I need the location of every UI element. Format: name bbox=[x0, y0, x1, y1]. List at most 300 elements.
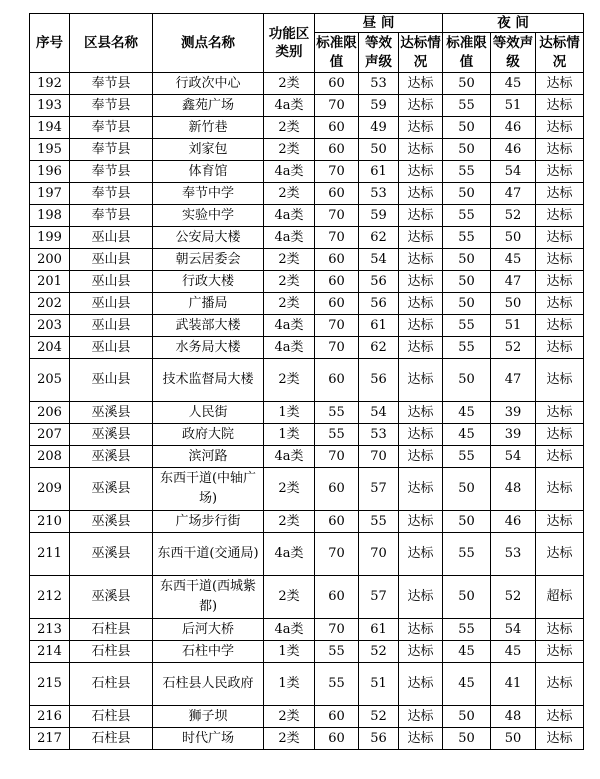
cell-day-standard-limit: 70 bbox=[315, 315, 359, 337]
cell-district: 巫溪县 bbox=[70, 533, 153, 576]
cell-night-equiv-level: 46 bbox=[491, 511, 536, 533]
table-row bbox=[30, 619, 584, 641]
cell-seq: 200 bbox=[30, 249, 70, 271]
table-row bbox=[30, 359, 584, 402]
header-seq: 序号 bbox=[30, 14, 70, 73]
cell-seq: 216 bbox=[30, 706, 70, 728]
cell-night-standard-limit: 45 bbox=[443, 663, 491, 706]
cell-day-standard-limit: 55 bbox=[315, 663, 359, 706]
cell-day-equiv-level: 61 bbox=[359, 619, 399, 641]
cell-night-compliance: 达标 bbox=[536, 227, 584, 249]
table-header bbox=[30, 14, 584, 73]
cell-day-compliance: 达标 bbox=[399, 271, 443, 293]
cell-zone-category: 1类 bbox=[264, 424, 315, 446]
cell-night-standard-limit: 50 bbox=[443, 117, 491, 139]
cell-day-equiv-level: 54 bbox=[359, 402, 399, 424]
cell-zone-category: 2类 bbox=[264, 139, 315, 161]
cell-day-compliance: 达标 bbox=[399, 663, 443, 706]
table-row bbox=[30, 315, 584, 337]
cell-night-equiv-level: 54 bbox=[491, 446, 536, 468]
cell-night-equiv-level: 50 bbox=[491, 728, 536, 750]
cell-night-standard-limit: 50 bbox=[443, 249, 491, 271]
cell-night-compliance: 达标 bbox=[536, 619, 584, 641]
cell-zone-category: 2类 bbox=[264, 117, 315, 139]
cell-day-compliance: 达标 bbox=[399, 619, 443, 641]
cell-day-equiv-level: 54 bbox=[359, 249, 399, 271]
table-row bbox=[30, 73, 584, 95]
cell-day-equiv-level: 57 bbox=[359, 576, 399, 619]
cell-day-standard-limit: 70 bbox=[315, 533, 359, 576]
cell-night-standard-limit: 45 bbox=[443, 641, 491, 663]
cell-seq: 210 bbox=[30, 511, 70, 533]
cell-night-equiv-level: 39 bbox=[491, 424, 536, 446]
cell-night-standard-limit: 55 bbox=[443, 205, 491, 227]
cell-day-equiv-level: 61 bbox=[359, 161, 399, 183]
cell-district: 巫山县 bbox=[70, 271, 153, 293]
table-body bbox=[30, 73, 584, 750]
cell-night-compliance: 超标 bbox=[536, 576, 584, 619]
cell-seq: 203 bbox=[30, 315, 70, 337]
cell-day-equiv-level: 70 bbox=[359, 533, 399, 576]
cell-day-standard-limit: 60 bbox=[315, 511, 359, 533]
cell-day-standard-limit: 60 bbox=[315, 183, 359, 205]
cell-night-compliance: 达标 bbox=[536, 161, 584, 183]
cell-district: 石柱县 bbox=[70, 728, 153, 750]
cell-site: 行政次中心 bbox=[153, 73, 264, 95]
cell-district: 石柱县 bbox=[70, 619, 153, 641]
cell-day-standard-limit: 60 bbox=[315, 293, 359, 315]
cell-night-standard-limit: 50 bbox=[443, 73, 491, 95]
cell-day-equiv-level: 52 bbox=[359, 706, 399, 728]
cell-night-standard-limit: 50 bbox=[443, 271, 491, 293]
cell-district: 奉节县 bbox=[70, 205, 153, 227]
cell-site: 滨河路 bbox=[153, 446, 264, 468]
cell-zone-category: 4a类 bbox=[264, 619, 315, 641]
cell-day-equiv-level: 53 bbox=[359, 183, 399, 205]
cell-day-compliance: 达标 bbox=[399, 641, 443, 663]
table-row bbox=[30, 446, 584, 468]
cell-day-equiv-level: 55 bbox=[359, 511, 399, 533]
cell-seq: 196 bbox=[30, 161, 70, 183]
cell-night-compliance: 达标 bbox=[536, 117, 584, 139]
cell-site: 东西干道(中轴广场) bbox=[153, 468, 264, 511]
cell-day-compliance: 达标 bbox=[399, 728, 443, 750]
cell-night-standard-limit: 55 bbox=[443, 619, 491, 641]
cell-night-compliance: 达标 bbox=[536, 533, 584, 576]
cell-district: 奉节县 bbox=[70, 73, 153, 95]
cell-seq: 205 bbox=[30, 359, 70, 402]
cell-site: 奉节中学 bbox=[153, 183, 264, 205]
cell-night-standard-limit: 50 bbox=[443, 511, 491, 533]
cell-seq: 207 bbox=[30, 424, 70, 446]
cell-day-standard-limit: 70 bbox=[315, 95, 359, 117]
cell-night-compliance: 达标 bbox=[536, 511, 584, 533]
cell-night-standard-limit: 55 bbox=[443, 227, 491, 249]
cell-seq: 202 bbox=[30, 293, 70, 315]
cell-day-compliance: 达标 bbox=[399, 706, 443, 728]
cell-seq: 195 bbox=[30, 139, 70, 161]
cell-seq: 199 bbox=[30, 227, 70, 249]
table-row bbox=[30, 576, 584, 619]
cell-seq: 204 bbox=[30, 337, 70, 359]
cell-seq: 193 bbox=[30, 95, 70, 117]
cell-night-standard-limit: 45 bbox=[443, 402, 491, 424]
cell-day-equiv-level: 53 bbox=[359, 73, 399, 95]
cell-zone-category: 2类 bbox=[264, 249, 315, 271]
cell-day-compliance: 达标 bbox=[399, 117, 443, 139]
cell-day-equiv-level: 59 bbox=[359, 205, 399, 227]
cell-night-equiv-level: 52 bbox=[491, 205, 536, 227]
cell-night-equiv-level: 39 bbox=[491, 402, 536, 424]
cell-day-standard-limit: 55 bbox=[315, 641, 359, 663]
cell-zone-category: 2类 bbox=[264, 73, 315, 95]
table-row bbox=[30, 663, 584, 706]
cell-district: 巫溪县 bbox=[70, 446, 153, 468]
cell-day-equiv-level: 70 bbox=[359, 446, 399, 468]
cell-night-standard-limit: 50 bbox=[443, 183, 491, 205]
header-day-compliance: 达标情况 bbox=[399, 33, 443, 73]
cell-day-standard-limit: 70 bbox=[315, 446, 359, 468]
cell-night-compliance: 达标 bbox=[536, 249, 584, 271]
cell-seq: 209 bbox=[30, 468, 70, 511]
table-row bbox=[30, 511, 584, 533]
cell-day-compliance: 达标 bbox=[399, 249, 443, 271]
cell-night-compliance: 达标 bbox=[536, 183, 584, 205]
cell-zone-category: 1类 bbox=[264, 663, 315, 706]
cell-night-equiv-level: 48 bbox=[491, 468, 536, 511]
cell-day-compliance: 达标 bbox=[399, 468, 443, 511]
cell-zone-category: 4a类 bbox=[264, 227, 315, 249]
cell-night-standard-limit: 50 bbox=[443, 706, 491, 728]
cell-site: 水务局大楼 bbox=[153, 337, 264, 359]
cell-day-equiv-level: 51 bbox=[359, 663, 399, 706]
cell-night-equiv-level: 41 bbox=[491, 663, 536, 706]
cell-seq: 212 bbox=[30, 576, 70, 619]
cell-day-standard-limit: 70 bbox=[315, 161, 359, 183]
cell-night-compliance: 达标 bbox=[536, 271, 584, 293]
cell-site: 行政大楼 bbox=[153, 271, 264, 293]
header-day: 昼 间 bbox=[315, 14, 443, 33]
cell-night-compliance: 达标 bbox=[536, 293, 584, 315]
cell-night-equiv-level: 54 bbox=[491, 161, 536, 183]
cell-district: 巫溪县 bbox=[70, 424, 153, 446]
cell-site: 政府大院 bbox=[153, 424, 264, 446]
cell-day-compliance: 达标 bbox=[399, 424, 443, 446]
cell-night-equiv-level: 46 bbox=[491, 117, 536, 139]
cell-day-compliance: 达标 bbox=[399, 293, 443, 315]
cell-day-compliance: 达标 bbox=[399, 315, 443, 337]
cell-day-standard-limit: 60 bbox=[315, 249, 359, 271]
header-site: 测点名称 bbox=[153, 14, 264, 73]
cell-night-compliance: 达标 bbox=[536, 663, 584, 706]
cell-day-compliance: 达标 bbox=[399, 183, 443, 205]
cell-district: 奉节县 bbox=[70, 139, 153, 161]
cell-day-equiv-level: 53 bbox=[359, 424, 399, 446]
cell-day-compliance: 达标 bbox=[399, 337, 443, 359]
cell-day-compliance: 达标 bbox=[399, 576, 443, 619]
table-row bbox=[30, 293, 584, 315]
cell-site: 人民街 bbox=[153, 402, 264, 424]
cell-district: 巫山县 bbox=[70, 249, 153, 271]
cell-site: 鑫苑广场 bbox=[153, 95, 264, 117]
cell-night-equiv-level: 50 bbox=[491, 293, 536, 315]
cell-night-standard-limit: 55 bbox=[443, 446, 491, 468]
header-district: 区县名称 bbox=[70, 14, 153, 73]
cell-night-equiv-level: 47 bbox=[491, 271, 536, 293]
cell-site: 石柱中学 bbox=[153, 641, 264, 663]
cell-night-compliance: 达标 bbox=[536, 205, 584, 227]
cell-district: 石柱县 bbox=[70, 663, 153, 706]
cell-day-standard-limit: 60 bbox=[315, 576, 359, 619]
cell-day-compliance: 达标 bbox=[399, 161, 443, 183]
cell-seq: 211 bbox=[30, 533, 70, 576]
cell-night-standard-limit: 50 bbox=[443, 728, 491, 750]
cell-seq: 217 bbox=[30, 728, 70, 750]
cell-zone-category: 1类 bbox=[264, 641, 315, 663]
cell-day-equiv-level: 62 bbox=[359, 337, 399, 359]
cell-day-standard-limit: 60 bbox=[315, 359, 359, 402]
cell-night-compliance: 达标 bbox=[536, 446, 584, 468]
cell-day-equiv-level: 56 bbox=[359, 728, 399, 750]
cell-night-standard-limit: 50 bbox=[443, 293, 491, 315]
cell-day-compliance: 达标 bbox=[399, 139, 443, 161]
cell-district: 巫溪县 bbox=[70, 402, 153, 424]
cell-night-equiv-level: 50 bbox=[491, 227, 536, 249]
noise-monitoring-table-container bbox=[29, 13, 584, 750]
cell-night-equiv-level: 54 bbox=[491, 619, 536, 641]
cell-zone-category: 4a类 bbox=[264, 315, 315, 337]
cell-district: 奉节县 bbox=[70, 95, 153, 117]
cell-site: 广播局 bbox=[153, 293, 264, 315]
cell-zone-category: 2类 bbox=[264, 511, 315, 533]
header-night-compliance: 达标情况 bbox=[536, 33, 584, 73]
cell-zone-category: 2类 bbox=[264, 359, 315, 402]
cell-zone-category: 4a类 bbox=[264, 95, 315, 117]
table-row bbox=[30, 728, 584, 750]
cell-site: 公安局大楼 bbox=[153, 227, 264, 249]
cell-night-standard-limit: 55 bbox=[443, 315, 491, 337]
cell-day-equiv-level: 56 bbox=[359, 293, 399, 315]
cell-zone-category: 4a类 bbox=[264, 205, 315, 227]
cell-day-equiv-level: 49 bbox=[359, 117, 399, 139]
cell-night-standard-limit: 55 bbox=[443, 95, 491, 117]
cell-district: 巫溪县 bbox=[70, 468, 153, 511]
cell-zone-category: 2类 bbox=[264, 271, 315, 293]
table-row bbox=[30, 424, 584, 446]
cell-seq: 197 bbox=[30, 183, 70, 205]
cell-day-equiv-level: 56 bbox=[359, 271, 399, 293]
cell-site: 后河大桥 bbox=[153, 619, 264, 641]
cell-day-equiv-level: 61 bbox=[359, 315, 399, 337]
cell-site: 体育馆 bbox=[153, 161, 264, 183]
cell-night-equiv-level: 48 bbox=[491, 706, 536, 728]
cell-zone-category: 1类 bbox=[264, 402, 315, 424]
cell-day-standard-limit: 60 bbox=[315, 271, 359, 293]
cell-day-compliance: 达标 bbox=[399, 446, 443, 468]
header-night: 夜 间 bbox=[443, 14, 584, 33]
header-zone-category: 功能区类别 bbox=[264, 14, 315, 73]
cell-site: 武装部大楼 bbox=[153, 315, 264, 337]
cell-site: 技术监督局大楼 bbox=[153, 359, 264, 402]
cell-night-compliance: 达标 bbox=[536, 402, 584, 424]
table-row bbox=[30, 227, 584, 249]
cell-night-compliance: 达标 bbox=[536, 359, 584, 402]
cell-site: 新竹巷 bbox=[153, 117, 264, 139]
cell-day-equiv-level: 62 bbox=[359, 227, 399, 249]
cell-day-standard-limit: 70 bbox=[315, 205, 359, 227]
cell-night-equiv-level: 53 bbox=[491, 533, 536, 576]
cell-day-equiv-level: 52 bbox=[359, 641, 399, 663]
cell-day-compliance: 达标 bbox=[399, 533, 443, 576]
cell-day-compliance: 达标 bbox=[399, 95, 443, 117]
cell-day-compliance: 达标 bbox=[399, 511, 443, 533]
cell-site: 刘家包 bbox=[153, 139, 264, 161]
cell-district: 巫山县 bbox=[70, 315, 153, 337]
cell-night-equiv-level: 51 bbox=[491, 315, 536, 337]
cell-seq: 198 bbox=[30, 205, 70, 227]
cell-district: 巫山县 bbox=[70, 227, 153, 249]
cell-seq: 192 bbox=[30, 73, 70, 95]
cell-night-compliance: 达标 bbox=[536, 728, 584, 750]
table-row bbox=[30, 139, 584, 161]
cell-night-compliance: 达标 bbox=[536, 706, 584, 728]
cell-night-equiv-level: 47 bbox=[491, 183, 536, 205]
cell-night-compliance: 达标 bbox=[536, 95, 584, 117]
cell-day-equiv-level: 57 bbox=[359, 468, 399, 511]
table-row bbox=[30, 161, 584, 183]
cell-night-equiv-level: 46 bbox=[491, 139, 536, 161]
cell-district: 奉节县 bbox=[70, 161, 153, 183]
cell-day-compliance: 达标 bbox=[399, 73, 443, 95]
cell-district: 石柱县 bbox=[70, 641, 153, 663]
cell-night-compliance: 达标 bbox=[536, 424, 584, 446]
cell-night-equiv-level: 52 bbox=[491, 337, 536, 359]
header-day-standard-limit: 标准限值 bbox=[315, 33, 359, 73]
cell-seq: 208 bbox=[30, 446, 70, 468]
cell-zone-category: 4a类 bbox=[264, 533, 315, 576]
header-day-equiv-level: 等效声级 bbox=[359, 33, 399, 73]
cell-site: 时代广场 bbox=[153, 728, 264, 750]
cell-district: 巫溪县 bbox=[70, 511, 153, 533]
cell-night-equiv-level: 47 bbox=[491, 359, 536, 402]
cell-day-equiv-level: 59 bbox=[359, 95, 399, 117]
cell-seq: 214 bbox=[30, 641, 70, 663]
cell-district: 巫溪县 bbox=[70, 576, 153, 619]
noise-monitoring-table bbox=[29, 13, 584, 750]
cell-night-standard-limit: 45 bbox=[443, 424, 491, 446]
cell-day-standard-limit: 55 bbox=[315, 402, 359, 424]
cell-day-standard-limit: 60 bbox=[315, 468, 359, 511]
cell-district: 奉节县 bbox=[70, 183, 153, 205]
cell-day-standard-limit: 70 bbox=[315, 619, 359, 641]
cell-day-standard-limit: 60 bbox=[315, 73, 359, 95]
cell-zone-category: 2类 bbox=[264, 183, 315, 205]
cell-seq: 201 bbox=[30, 271, 70, 293]
cell-night-compliance: 达标 bbox=[536, 315, 584, 337]
cell-district: 巫山县 bbox=[70, 293, 153, 315]
cell-night-equiv-level: 45 bbox=[491, 73, 536, 95]
table-row bbox=[30, 533, 584, 576]
cell-day-standard-limit: 55 bbox=[315, 424, 359, 446]
cell-day-standard-limit: 70 bbox=[315, 227, 359, 249]
cell-night-standard-limit: 55 bbox=[443, 337, 491, 359]
cell-day-compliance: 达标 bbox=[399, 227, 443, 249]
cell-night-standard-limit: 50 bbox=[443, 468, 491, 511]
cell-zone-category: 4a类 bbox=[264, 337, 315, 359]
cell-day-compliance: 达标 bbox=[399, 402, 443, 424]
cell-night-standard-limit: 55 bbox=[443, 161, 491, 183]
cell-night-equiv-level: 45 bbox=[491, 249, 536, 271]
cell-zone-category: 4a类 bbox=[264, 161, 315, 183]
table-row bbox=[30, 249, 584, 271]
cell-site: 东西干道(西城紫都) bbox=[153, 576, 264, 619]
cell-night-compliance: 达标 bbox=[536, 337, 584, 359]
cell-zone-category: 2类 bbox=[264, 728, 315, 750]
cell-night-compliance: 达标 bbox=[536, 139, 584, 161]
cell-district: 奉节县 bbox=[70, 117, 153, 139]
cell-day-standard-limit: 60 bbox=[315, 706, 359, 728]
cell-day-standard-limit: 60 bbox=[315, 117, 359, 139]
cell-night-compliance: 达标 bbox=[536, 641, 584, 663]
table-row bbox=[30, 95, 584, 117]
cell-day-standard-limit: 70 bbox=[315, 337, 359, 359]
cell-day-equiv-level: 50 bbox=[359, 139, 399, 161]
cell-district: 巫山县 bbox=[70, 337, 153, 359]
table-row bbox=[30, 402, 584, 424]
cell-district: 巫山县 bbox=[70, 359, 153, 402]
table-row bbox=[30, 117, 584, 139]
cell-district: 石柱县 bbox=[70, 706, 153, 728]
cell-site: 实验中学 bbox=[153, 205, 264, 227]
cell-zone-category: 4a类 bbox=[264, 446, 315, 468]
cell-day-standard-limit: 60 bbox=[315, 139, 359, 161]
table-row bbox=[30, 641, 584, 663]
cell-night-compliance: 达标 bbox=[536, 73, 584, 95]
cell-zone-category: 2类 bbox=[264, 468, 315, 511]
cell-seq: 194 bbox=[30, 117, 70, 139]
header-night-standard-limit: 标准限值 bbox=[443, 33, 491, 73]
table-row bbox=[30, 271, 584, 293]
cell-day-equiv-level: 56 bbox=[359, 359, 399, 402]
cell-zone-category: 2类 bbox=[264, 706, 315, 728]
cell-site: 朝云居委会 bbox=[153, 249, 264, 271]
cell-site: 狮子坝 bbox=[153, 706, 264, 728]
cell-day-compliance: 达标 bbox=[399, 359, 443, 402]
cell-night-compliance: 达标 bbox=[536, 468, 584, 511]
table-row bbox=[30, 468, 584, 511]
cell-night-standard-limit: 55 bbox=[443, 533, 491, 576]
cell-night-standard-limit: 50 bbox=[443, 359, 491, 402]
cell-seq: 213 bbox=[30, 619, 70, 641]
cell-seq: 206 bbox=[30, 402, 70, 424]
cell-site: 石柱县人民政府 bbox=[153, 663, 264, 706]
header-night-equiv-level: 等效声级 bbox=[491, 33, 536, 73]
cell-zone-category: 2类 bbox=[264, 293, 315, 315]
cell-day-compliance: 达标 bbox=[399, 205, 443, 227]
table-row bbox=[30, 205, 584, 227]
cell-zone-category: 2类 bbox=[264, 576, 315, 619]
cell-night-equiv-level: 45 bbox=[491, 641, 536, 663]
cell-site: 广场步行街 bbox=[153, 511, 264, 533]
cell-night-equiv-level: 52 bbox=[491, 576, 536, 619]
cell-seq: 215 bbox=[30, 663, 70, 706]
cell-night-equiv-level: 51 bbox=[491, 95, 536, 117]
cell-night-standard-limit: 50 bbox=[443, 576, 491, 619]
cell-day-standard-limit: 60 bbox=[315, 728, 359, 750]
cell-night-standard-limit: 50 bbox=[443, 139, 491, 161]
cell-site: 东西干道(交通局) bbox=[153, 533, 264, 576]
table-row bbox=[30, 337, 584, 359]
